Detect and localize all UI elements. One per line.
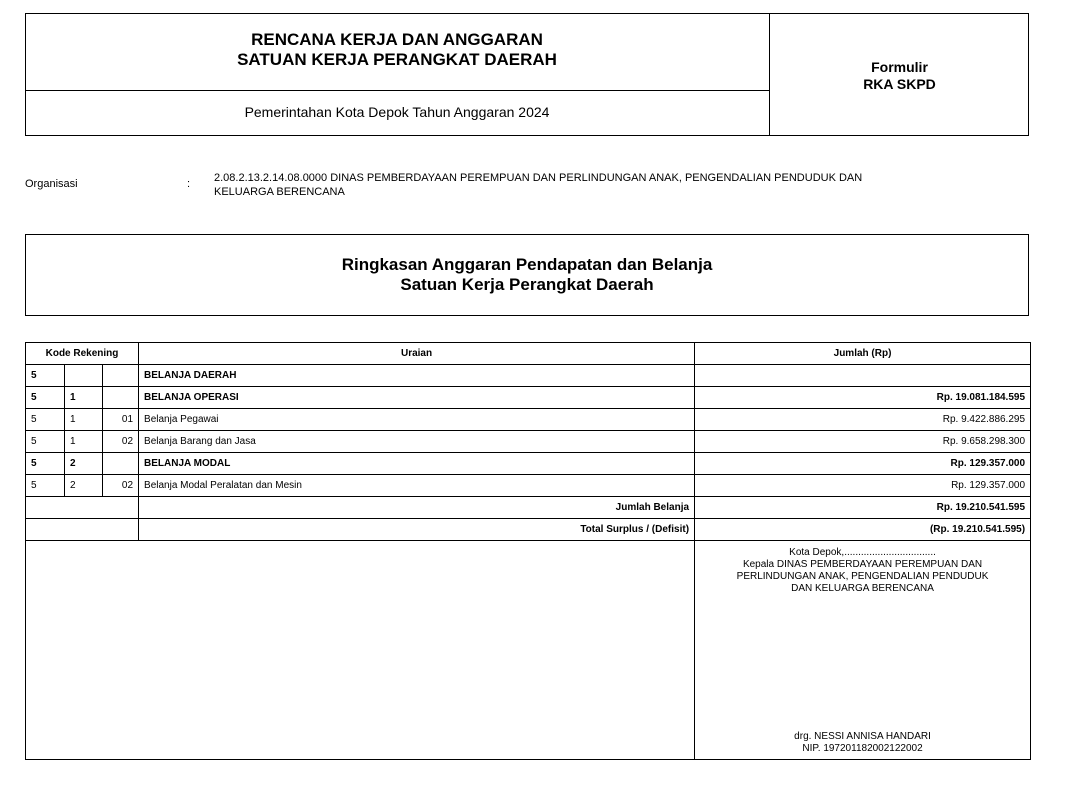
jumlah-cell: Rp. 19.081.184.595 (695, 387, 1031, 409)
total-belanja-value: Rp. 19.210.541.595 (695, 497, 1031, 519)
kode-3 (103, 387, 139, 409)
signature-place: Kota Depok,................................. (789, 547, 936, 558)
header-jumlah: Jumlah (Rp) (695, 343, 1031, 365)
kode-1: 5 (26, 365, 65, 387)
kode-2: 2 (65, 453, 103, 475)
kode-3 (103, 365, 139, 387)
form-label-line1: Formulir (871, 59, 928, 75)
summary-title-line2: Satuan Kerja Perangkat Daerah (400, 275, 654, 294)
form-label-line2: RKA SKPD (863, 76, 936, 92)
uraian-cell: Belanja Modal Peralatan dan Mesin (139, 475, 695, 497)
organisasi-value-line2: KELUARGA BERENCANA (214, 186, 345, 198)
kode-2 (65, 365, 103, 387)
jumlah-cell: Rp. 9.658.298.300 (695, 431, 1031, 453)
jumlah-cell: Rp. 129.357.000 (695, 453, 1031, 475)
signature-row (26, 541, 1031, 760)
jumlah-cell: Rp. 129.357.000 (695, 475, 1031, 497)
kode-3 (103, 453, 139, 475)
uraian-cell: Belanja Barang dan Jasa (139, 431, 695, 453)
kode-1: 5 (26, 431, 65, 453)
kode-1: 5 (26, 409, 65, 431)
uraian-cell: BELANJA MODAL (139, 453, 695, 475)
kode-1: 5 (26, 475, 65, 497)
document-title-line2: SATUAN KERJA PERANGKAT DAERAH (237, 50, 557, 69)
uraian-cell: BELANJA OPERASI (139, 387, 695, 409)
table-row (26, 475, 1031, 497)
organisasi-value (214, 171, 1014, 199)
document-title-line1: RENCANA KERJA DAN ANGGARAN (251, 30, 543, 49)
surplus-row (26, 519, 1031, 541)
signatory-name: drg. NESSI ANNISA HANDARI (794, 731, 931, 742)
total-belanja-row (26, 497, 1031, 519)
jumlah-cell: Rp. 9.422.886.295 (695, 409, 1031, 431)
total-belanja-label: Jumlah Belanja (139, 497, 695, 519)
summary-title-line1: Ringkasan Anggaran Pendapatan dan Belanja (341, 255, 713, 274)
kode-1: 5 (26, 453, 65, 475)
kode-1: 5 (26, 387, 65, 409)
total-belanja-kode (26, 497, 139, 519)
signature-position-line2: PERLINDUNGAN ANAK, PENGENDALIAN PENDUDUK (736, 571, 989, 582)
document-title (25, 30, 769, 70)
signature-block (695, 541, 1031, 760)
summary-title (25, 255, 1029, 295)
form-label (770, 59, 1029, 93)
kode-3: 02 (103, 431, 139, 453)
organisasi-value-line1: 2.08.2.13.2.14.08.0000 DINAS PEMBERDAYAAN PEREMPUAN DAN PERLINDUNGAN ANAK, PENGENDALIAN PENDUDUK DAN (214, 172, 863, 184)
surplus-value: (Rp. 19.210.541.595) (695, 519, 1031, 541)
table-row (26, 453, 1031, 475)
table-header-row (26, 343, 1031, 365)
surplus-label: Total Surplus / (Defisit) (139, 519, 695, 541)
header-divider-horizontal (25, 90, 769, 91)
kode-3: 02 (103, 475, 139, 497)
signature-blank-area (26, 541, 695, 760)
kode-2: 1 (65, 431, 103, 453)
table-row (26, 365, 1031, 387)
table-row (26, 431, 1031, 453)
table-row (26, 409, 1031, 431)
kode-2: 1 (65, 409, 103, 431)
surplus-kode (26, 519, 139, 541)
uraian-cell: BELANJA DAERAH (139, 365, 695, 387)
kode-2: 1 (65, 387, 103, 409)
signature-position-line1: Kepala DINAS PEMBERDAYAAN PEREMPUAN DAN (742, 559, 983, 570)
table-row (26, 387, 1031, 409)
header-kode-rekening: Kode Rekening (26, 343, 139, 365)
uraian-cell: Belanja Pegawai (139, 409, 695, 431)
document-subtitle: Pemerintahan Kota Depok Tahun Anggaran 2024 (244, 104, 550, 120)
signature-position-line3: DAN KELUARGA BERENCANA (791, 583, 934, 594)
organisasi-label: Organisasi (25, 178, 78, 190)
header-uraian: Uraian (139, 343, 695, 365)
kode-2: 2 (65, 475, 103, 497)
organisasi-colon: : (187, 178, 191, 190)
kode-3: 01 (103, 409, 139, 431)
jumlah-cell (695, 365, 1031, 387)
budget-table (25, 342, 1031, 760)
signatory-nip: NIP. 197201182002122002 (802, 743, 923, 754)
